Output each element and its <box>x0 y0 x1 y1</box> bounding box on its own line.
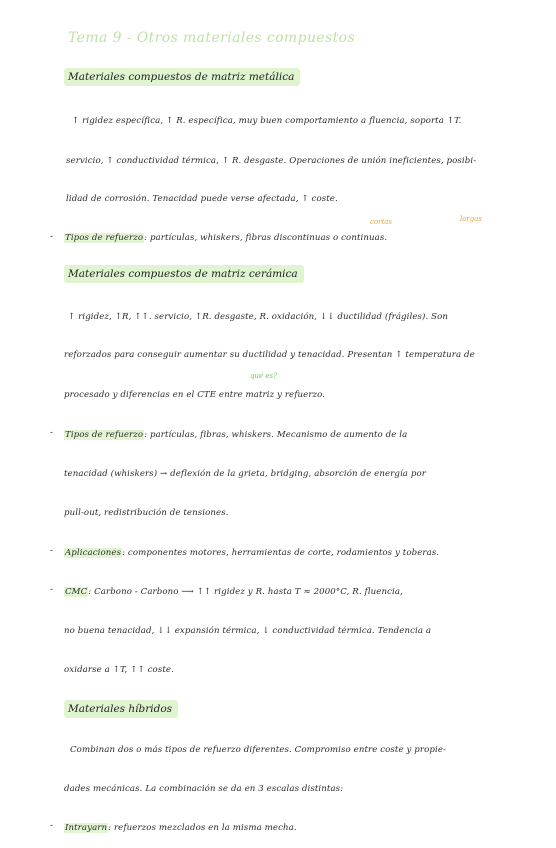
bullet-dash: - <box>50 428 54 438</box>
bullet-line <box>64 587 403 597</box>
bullet-line <box>64 430 407 440</box>
section-heading-ceramic-matrix: Materiales compuestos de matriz cerámica <box>64 265 304 283</box>
body-line: ↑ rigidez, ↑R, ↑↑. servicio, ↑R. desgaste, R. oxidación, ↓↓ ductilidad (frágiles). Son <box>68 312 449 322</box>
body-line: dades mecánicas. La combinación se da en 3 escalas distintas: <box>64 784 344 794</box>
bullet-text: : partículas, whiskers, fibras discontinuas o continuas. <box>144 233 388 243</box>
body-line: servicio, ↑ conductividad térmica, ↑ R. desgaste. Operaciones de unión ineficientes, posibi- <box>66 156 477 166</box>
bullet-continuation: pull-out, redistribución de tensiones. <box>64 508 229 518</box>
bullet-label: CMC <box>65 587 88 597</box>
bullet-label: Tipos de refuerzo <box>65 430 144 440</box>
bullet-text: : refuerzos mezclados en la misma mecha. <box>108 823 297 833</box>
page-title: Tema 9 - Otros materiales compuestos <box>68 30 356 46</box>
annotation-note: qué es? <box>250 372 277 380</box>
section-heading-hybrid: Materiales híbridos <box>64 700 178 718</box>
bullet-line <box>64 548 439 558</box>
annotation-note: largas <box>460 215 483 223</box>
bullet-continuation: tenacidad (whiskers) → deflexión de la grieta, bridging, absorción de energía por <box>64 469 426 479</box>
bullet-dash: - <box>50 585 54 595</box>
bullet-dash: - <box>50 821 54 831</box>
body-line: ↑ rigidez específica, ↑ R. específica, muy buen comportamiento a fluencia, soporta ↑T. <box>72 116 462 126</box>
body-line: procesado y diferencias en el CTE entre matriz y refuerzo. <box>64 390 326 400</box>
bullet-dash: - <box>50 232 54 242</box>
body-line: lidad de corrosión. Tenacidad puede verse afectada, ↑ coste. <box>66 194 338 204</box>
bullet-text: : partículas, fibras, whiskers. Mecanismo de aumento de la <box>144 430 408 440</box>
body-line: Combinan dos o más tipos de refuerzo diferentes. Compromiso entre coste y propie- <box>70 745 447 755</box>
bullet-label: Aplicaciones <box>65 548 122 558</box>
body-line: reforzados para conseguir aumentar su ductilidad y tenacidad. Presentan ↑ temperatura de <box>64 350 475 360</box>
bullet-text: : componentes motores, herramientas de corte, rodamientos y toberas. <box>122 548 440 558</box>
bullet-continuation: no buena tenacidad, ↓↓ expansión térmica, ↓ conductividad térmica. Tendencia a <box>64 626 432 636</box>
bullet-label: Tipos de refuerzo <box>65 233 144 243</box>
bullet-line <box>64 233 387 243</box>
bullet-line <box>64 823 297 833</box>
section-heading-metal-matrix: Materiales compuestos de matriz metálica <box>64 68 300 86</box>
annotation-note: cortas <box>370 218 393 226</box>
bullet-text: : Carbono - Carbono ⟶ ↑↑ rigidez y R. hasta T ≈ 2000°C, R. fluencia, <box>88 587 403 597</box>
bullet-dash: - <box>50 546 54 556</box>
bullet-continuation: oxidarse a ↑T, ↑↑ coste. <box>64 665 174 675</box>
bullet-label: Intrayarn <box>65 823 108 833</box>
